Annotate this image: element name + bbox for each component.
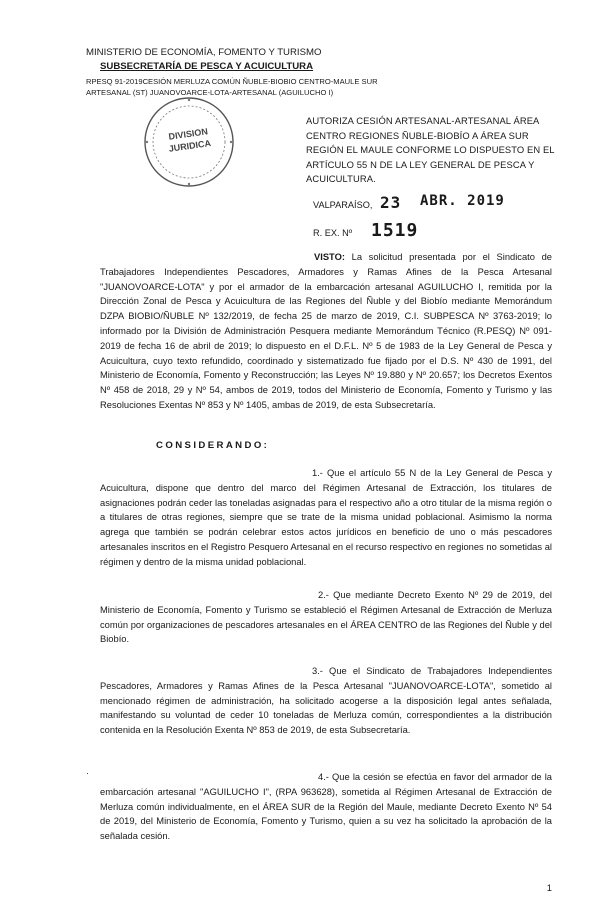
division-juridica-stamp: [141, 94, 237, 190]
considerando-heading: CONSIDERANDO:: [156, 440, 270, 451]
visto-text: La solicitud presentada por el Sindicato de Trabajadores Independientes Pescadores, Armadores y Ramas Afines de la Pesca Artesanal "JUANOVOARCE-LOTA" y por el armador de la embarcación artesanal AGUILUCHO I, remitida por la Dirección Zonal de Pesca y Acuicultura de las Regiones del Ñuble y del Biobío mediante Memorándum DZPA BIOBIO/ÑUBLE Nº 132/2019, de fecha 25 de marzo de 2019, C.I. SUBPESCA Nº 3763-2019; lo informado por la División de Administración Pesquera mediante Memorándum Técnico (R.PESQ) Nº 091-2019 de fecha 16 de abril de 2019; lo dispuesto en el D.F.L. Nº 5 de 1983 de la Ley General de Pesca y Acuicultura, cuyo texto refundido, coordinado y sistematizado fue fijado por el D.S. Nº 430 de 1991, del Ministerio de Economía, Fomento y Reconstrucción; las Leyes Nº 19.880 y Nº 20.657; los Decretos Exentos Nº 458 de 2018, 29 y Nº 54, ambos de 2019, todos del Ministerio de Economía, Fomento y Turismo y las Resoluciones Exentas Nº 853 y Nº 1405, ambas de 2019, de esta Subsecretaría.: [100, 252, 552, 410]
ministry-name: MINISTERIO DE ECONOMÍA, FOMENTO Y TURISMO: [86, 47, 322, 58]
reference-line-1: RPESQ 91-2019CESIÓN MERLUZA COMÚN ÑUBLE-BIOBIO CENTRO-MAULE SUR: [86, 77, 378, 86]
page-number: 1: [546, 882, 552, 893]
stamp-line-2: JURIDICA: [168, 138, 212, 154]
place-label: VALPARAÍSO,: [313, 200, 373, 210]
margin-mark: ·: [86, 768, 89, 778]
subsecretaria-name: SUBSECRETARÍA DE PESCA Y ACUICULTURA: [100, 61, 314, 72]
date-day: 23: [380, 193, 402, 212]
considerando-3-text: 3.- Que el Sindicato de Trabajadores Independientes Pescadores, Armadores y Ramas Afines de la Pesca Artesanal "JUANOVOARCE-LOTA", sometido al mencionado régimen de administración, ha solicitado acogerse a la disposición legal antes señalada, manifestando su voluntad de ceder 10 toneladas de Merluza común, correspondientes a la distribución contenida en la Resolución Exenta Nº 853 de 2019, de esta Subsecretaría.: [100, 666, 552, 736]
date-month-year: ABR. 2019: [420, 193, 505, 209]
resolution-subject: AUTORIZA CESIÓN ARTESANAL-ARTESANAL ÁREA CENTRO REGIONES ÑUBLE-BIOBÍO A ÁREA SUR REGIÓN EL MAULE CONFORME LO DISPUESTO EN EL ARTÍCULO 55 N DE LA LEY GENERAL DE PESCA Y ACUICULTURA.: [306, 115, 555, 185]
rex-label: R. EX. Nº: [313, 228, 353, 238]
visto-paragraph: [100, 250, 552, 413]
visto-lead: VISTO:: [314, 252, 345, 262]
considerando-3: [100, 664, 552, 738]
considerando-1-text: 1.- Que el artículo 55 N de la Ley General de Pesca y Acuicultura, dispone que dentro del marco del Régimen Artesanal de Extracción, los titulares de asignaciones podrán ceder las toneladas asignadas para el respectivo año a otro titular de la misma región o a titulares de otras regiones, siempre que se trate de la misma unidad poblacional. Asimismo la norma agrega que también se podrán celebrar estos actos jurídicos en beneficio de uno o más pescadores artesanales inscritos en el Registro Pesquero Artesanal en el recurso respectivo en regiones no sometidas al régimen y dentro de la misma unidad poblacional.: [100, 468, 552, 567]
considerando-2: [100, 588, 552, 647]
considerando-4-text: 4.- Que la cesión se efectúa en favor del armador de la embarcación artesanal "AGUILUCHO I", (RPA 963628), sometida al Régimen Artesanal de Extracción de Merluza común individualmente, en el ÁREA SUR de la Región del Maule, mediante Decreto Exento Nº 54 de 2019, del Ministerio de Economía, Fomento y Turismo, quien a su vez ha solicitado la aprobación de la señalada cesión.: [100, 772, 552, 842]
considerando-2-text: 2.- Que mediante Decreto Exento Nº 29 de 2019, del Ministerio de Economía, Fomento y Turismo se estableció el Régimen Artesanal de Extracción de Merluza común por organizaciones de pescadores artesanales en el ÁREA CENTRO de las Regiones del Ñuble y del Biobío.: [100, 590, 552, 645]
stamp-line-1: DIVISION: [167, 126, 209, 142]
reference-line-2: ARTESANAL (ST) JUANOVOARCE-LOTA-ARTESANAL (AGUILUCHO I): [86, 88, 334, 97]
considerando-4: [100, 770, 552, 844]
considerando-1: [100, 466, 552, 570]
rex-number: 1519: [371, 220, 419, 241]
